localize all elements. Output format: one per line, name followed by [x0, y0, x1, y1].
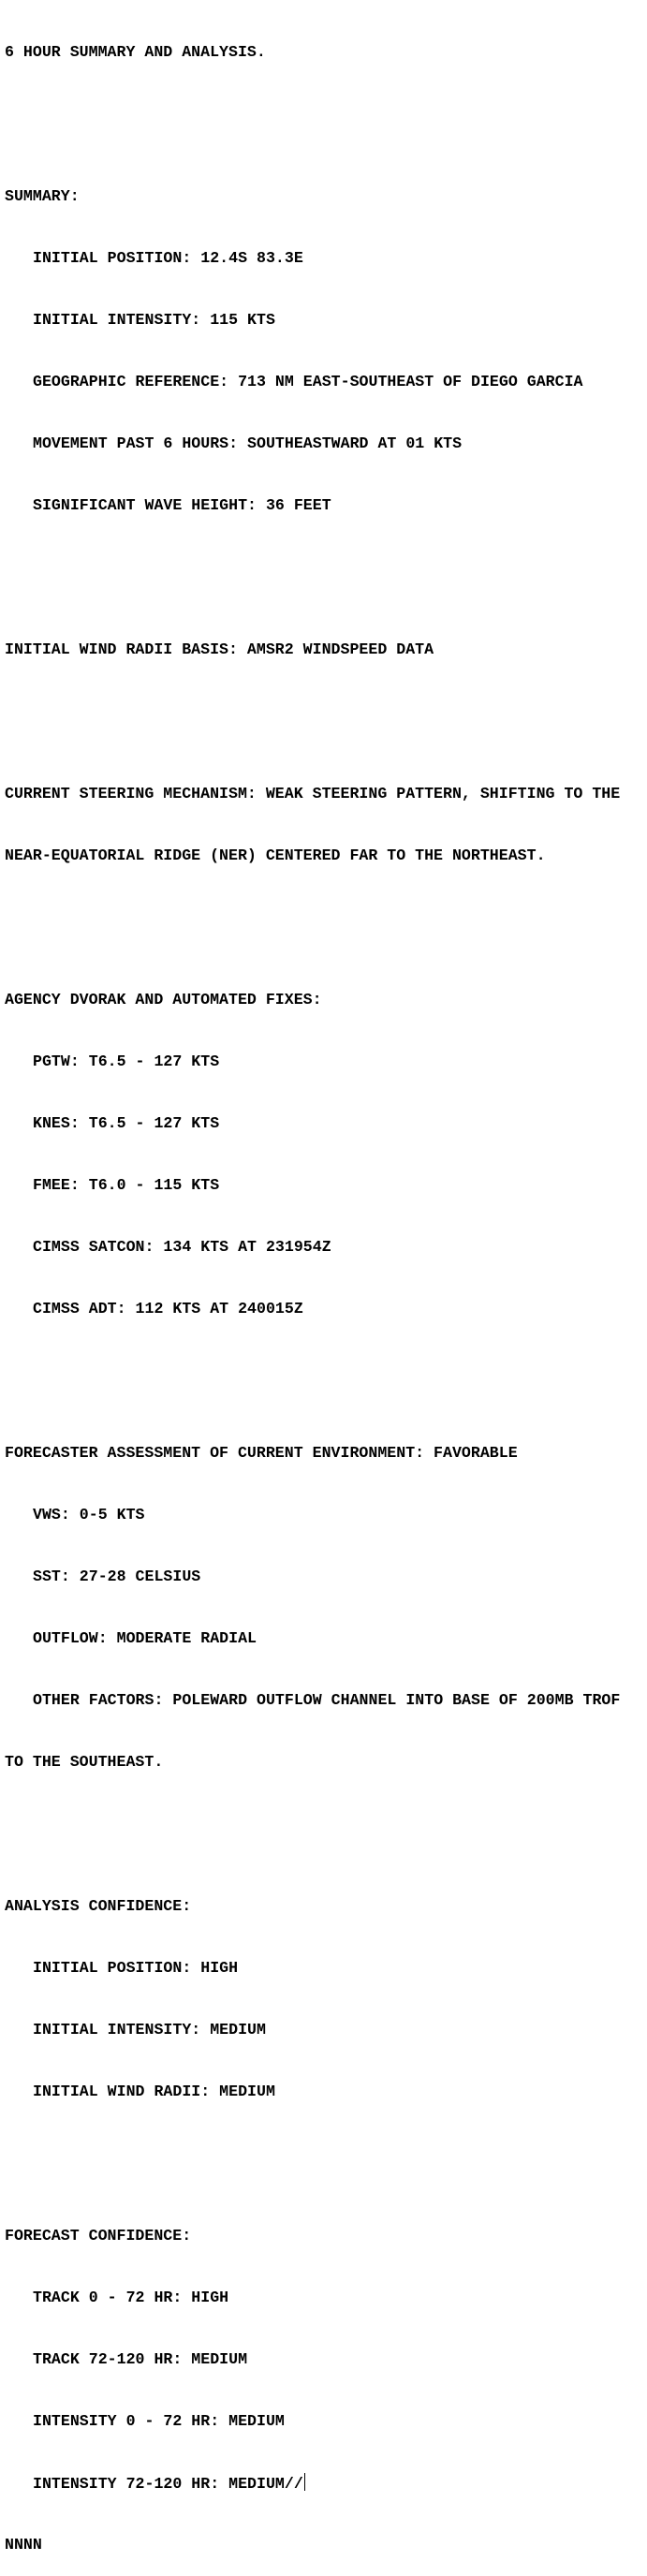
fix-pgtw: PGTW: T6.5 - 127 KTS [33, 1052, 220, 1070]
forecast-confidence-intensity-0-72: INTENSITY 0 - 72 HR: MEDIUM [33, 2412, 285, 2430]
environment-continuation: TO THE SOUTHEAST. [5, 1753, 164, 1771]
blank-line [5, 1361, 620, 1381]
summary-wave-height: SIGNIFICANT WAVE HEIGHT: 36 FEET [33, 496, 331, 514]
fix-knes: KNES: T6.5 - 127 KTS [33, 1114, 220, 1132]
blank-line [5, 2143, 620, 2164]
summary-movement: MOVEMENT PAST 6 HOURS: SOUTHEASTWARD AT 01 KTS [33, 434, 463, 452]
analysis-confidence-position: INITIAL POSITION: HIGH [33, 1959, 239, 1977]
blank-line [5, 701, 620, 722]
forecast-confidence-track-0-72: TRACK 0 - 72 HR: HIGH [33, 2289, 229, 2306]
environment-sst: SST: 27-28 CELSIUS [33, 1568, 201, 1585]
forecast-confidence-track-72-120: TRACK 72-120 HR: MEDIUM [33, 2350, 248, 2368]
fix-cimss-adt: CIMSS ADT: 112 KTS AT 240015Z [33, 1300, 303, 1317]
summary-heading: SUMMARY: [5, 187, 80, 205]
summary-initial-position: INITIAL POSITION: 12.4S 83.3E [33, 249, 303, 267]
summary-geographic-reference: GEOGRAPHIC REFERENCE: 713 NM EAST-SOUTHEAST OF DIEGO GARCIA [33, 373, 583, 390]
blank-line [5, 907, 620, 928]
blank-line [5, 104, 620, 125]
fix-fmee: FMEE: T6.0 - 115 KTS [33, 1176, 220, 1194]
environment-vws: VWS: 0-5 KTS [33, 1506, 145, 1524]
environment-outflow: OUTFLOW: MODERATE RADIAL [33, 1629, 257, 1647]
wind-radii-basis: INITIAL WIND RADII BASIS: AMSR2 WINDSPEED DATA [5, 640, 434, 658]
end-marker: NNNN [5, 2536, 42, 2554]
forecast-confidence-intensity-72-120-row [5, 2473, 620, 2494]
bulletin-text [5, 0, 620, 2576]
steering-line-1: CURRENT STEERING MECHANISM: WEAK STEERING PATTERN, SHIFTING TO THE [5, 785, 621, 802]
forecast-confidence-heading: FORECAST CONFIDENCE: [5, 2227, 192, 2245]
fix-cimss-satcon: CIMSS SATCON: 134 KTS AT 231954Z [33, 1238, 331, 1256]
steering-line-2: NEAR-EQUATORIAL RIDGE (NER) CENTERED FAR TO THE NORTHEAST. [5, 846, 546, 864]
document-title: 6 HOUR SUMMARY AND ANALYSIS. [5, 43, 266, 61]
environment-heading: FORECASTER ASSESSMENT OF CURRENT ENVIRONMENT: FAVORABLE [5, 1444, 518, 1462]
blank-line [5, 557, 620, 578]
blank-line [5, 1814, 620, 1834]
forecast-confidence-intensity-72-120: INTENSITY 72-120 HR: MEDIUM// [33, 2475, 303, 2493]
analysis-confidence-wind-radii: INITIAL WIND RADII: MEDIUM [33, 2083, 275, 2100]
text-cursor [304, 2473, 305, 2491]
environment-other-factors: OTHER FACTORS: POLEWARD OUTFLOW CHANNEL INTO BASE OF 200MB TROF [33, 1691, 621, 1709]
fixes-heading: AGENCY DVORAK AND AUTOMATED FIXES: [5, 991, 322, 1008]
analysis-confidence-intensity: INITIAL INTENSITY: MEDIUM [33, 2021, 266, 2039]
summary-initial-intensity: INITIAL INTENSITY: 115 KTS [33, 311, 275, 329]
analysis-confidence-heading: ANALYSIS CONFIDENCE: [5, 1897, 192, 1915]
